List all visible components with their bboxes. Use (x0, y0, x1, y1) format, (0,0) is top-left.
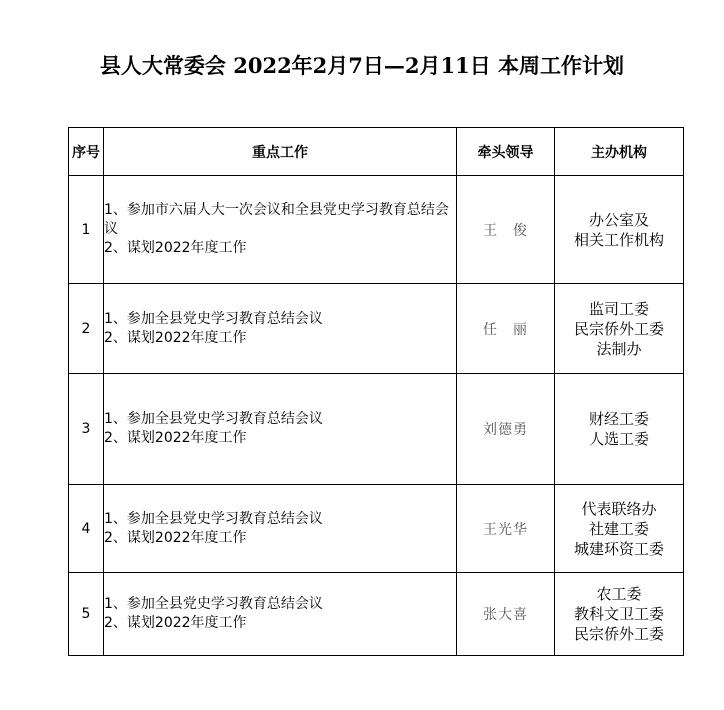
row-seq: 2 (69, 284, 104, 374)
org-item: 财经工委 (588, 410, 649, 428)
work-item: 1、参加全县党史学习教育总结会议 (104, 596, 323, 612)
table-row (69, 176, 684, 284)
org-item: 监司工委 (588, 299, 649, 318)
row-lead: 王 俊 (457, 176, 555, 284)
org-item: 民宗侨外工委 (573, 625, 664, 643)
row-lead: 王光华 (457, 485, 555, 573)
row-work (104, 485, 457, 573)
work-item: 1、参加全县党史学习教育总结会议 (104, 411, 323, 427)
header-org: 主办机构 (555, 128, 684, 176)
work-item: 1、参加市六届人大一次会议和全县党史学习教育总结会议 (104, 202, 449, 237)
org-item: 法制办 (596, 339, 642, 358)
table-row (69, 374, 684, 485)
row-org (555, 284, 684, 374)
row-org (555, 485, 684, 573)
row-seq: 5 (69, 573, 104, 656)
org-item: 教科文卫工委 (573, 605, 664, 623)
work-item: 2、谋划2022年度工作 (104, 329, 247, 346)
row-org (555, 573, 684, 656)
work-item: 2、谋划2022年度工作 (104, 430, 247, 446)
work-item: 2、谋划2022年度工作 (104, 240, 247, 256)
table-row (69, 573, 684, 656)
table-row (69, 284, 684, 374)
org-item: 社建工委 (588, 519, 649, 538)
org-item: 代表联络办 (581, 499, 657, 518)
work-item: 1、参加全县党史学习教育总结会议 (104, 310, 323, 327)
work-item: 2、谋划2022年度工作 (104, 529, 247, 546)
org-item: 民宗侨外工委 (573, 319, 664, 338)
row-work (104, 573, 457, 656)
table-header-row (69, 128, 684, 176)
header-lead: 牵头领导 (457, 128, 555, 176)
row-lead: 刘德勇 (457, 374, 555, 485)
row-lead: 张大喜 (457, 573, 555, 656)
row-work (104, 374, 457, 485)
table-row (69, 485, 684, 573)
header-work: 重点工作 (104, 128, 457, 176)
org-item: 城建环资工委 (573, 539, 664, 558)
org-item: 相关工作机构 (573, 230, 664, 249)
org-item: 办公室及 (588, 210, 649, 229)
row-org (555, 176, 684, 284)
row-org (555, 374, 684, 485)
row-work (104, 176, 457, 284)
document-title: 县人大常委会 2022年2月7日—2月11日 本周工作计划 (99, 53, 625, 78)
row-seq: 3 (69, 374, 104, 485)
work-item: 2、谋划2022年度工作 (104, 615, 247, 631)
header-seq: 序号 (69, 128, 104, 176)
work-plan-table (68, 127, 684, 656)
row-lead: 任 丽 (457, 284, 555, 374)
org-item: 人选工委 (588, 430, 649, 448)
org-item: 农工委 (596, 585, 642, 603)
row-seq: 4 (69, 485, 104, 573)
work-item: 1、参加全县党史学习教育总结会议 (104, 510, 323, 527)
row-work (104, 284, 457, 374)
row-seq: 1 (69, 176, 104, 284)
